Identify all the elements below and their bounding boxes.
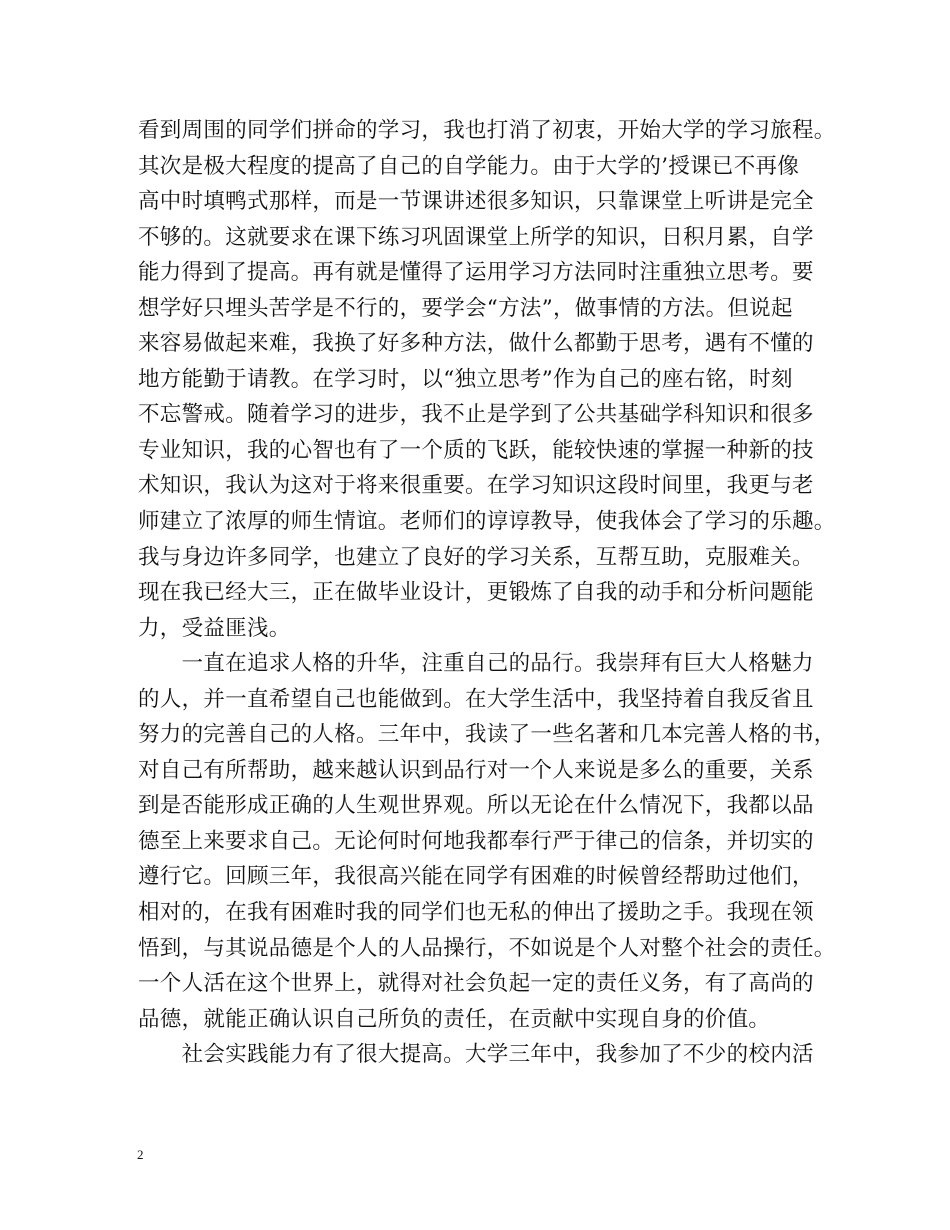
text-line: 师建立了浓厚的师生情谊。老师们的谆谆教导，使我体会了学习的乐趣。 bbox=[138, 509, 836, 535]
text-line: 到是否能形成正确的人生观世界观。所以无论在什么情况下，我都以品 bbox=[138, 793, 814, 819]
text-line: 能力得到了提高。再有就是懂得了运用学习方法同时注重独立思考。要 bbox=[138, 260, 814, 286]
text-line: 我与身边许多同学，也建立了良好的学习关系，互帮互助，克服难关。 bbox=[138, 544, 814, 570]
text-line: 的人，并一直希望自己也能做到。在大学生活中，我坚持着自我反省且 bbox=[138, 686, 814, 712]
text-line: 遵行它。回顾三年，我很高兴能在同学有困难的时候曾经帮助过他们， bbox=[138, 864, 814, 890]
text-line: 术知识，我认为这对于将来很重要。在学习知识这段时间里，我更与老 bbox=[138, 473, 814, 499]
text-line: 一直在追求人格的升华，注重自己的品行。我崇拜有巨大人格魅力 bbox=[138, 651, 814, 677]
text-line: 社会实践能力有了很大提高。大学三年中，我参加了不少的校内活 bbox=[138, 1042, 814, 1068]
text-line: 高中时填鸭式那样，而是一节课讲述很多知识，只靠课堂上听讲是完全 bbox=[138, 189, 814, 215]
text-line: 对自己有所帮助，越来越认识到品行对一个人来说是多么的重要，关系 bbox=[138, 757, 814, 783]
text-line: 看到周围的同学们拼命的学习，我也打消了初衷，开始大学的学习旅程。 bbox=[138, 118, 836, 143]
text-line: 地方能勤于请教。在学习时，以“独立思考”作为自己的座右铭，时刻 bbox=[138, 366, 793, 392]
text-line: 想学好只埋头苦学是不行的，要学会“方法”，做事情的方法。但说起 bbox=[138, 295, 793, 321]
page-number: 2 bbox=[137, 1147, 144, 1162]
text-line: 不够的。这就要求在课下练习巩固课堂上所学的知识，日积月累，自学 bbox=[138, 224, 814, 250]
text-line: 现在我已经大三，正在做毕业设计，更锻炼了自我的动手和分析问题能 bbox=[138, 580, 814, 606]
text-line: 其次是极大程度的提高了自己的自学能力。由于大学的’授课已不再像 bbox=[138, 153, 800, 179]
text-line: 来容易做起来难，我换了好多种方法，做什么都勤于思考，遇有不懂的 bbox=[138, 331, 814, 357]
text-line: 相对的，在我有困难时我的同学们也无私的伸出了援助之手。我现在领 bbox=[138, 900, 814, 926]
text-line: 不忘警戒。随着学习的进步，我不止是学到了公共基础学科知识和很多 bbox=[138, 402, 814, 428]
text-line: 品德，就能正确认识自己所负的责任，在贡献中实现自身的价值。 bbox=[138, 1006, 771, 1032]
text-line: 德至上来要求自己。无论何时何地我都奉行严于律己的信条，并切实的 bbox=[138, 828, 814, 854]
text-line: 一个人活在这个世界上，就得对社会负起一定的责任义务，有了高尚的 bbox=[138, 971, 814, 997]
text-line: 专业知识，我的心智也有了一个质的飞跃，能较快速的掌握一种新的技 bbox=[138, 437, 814, 463]
text-line: 力，受益匪浅。 bbox=[138, 615, 291, 641]
text-line: 悟到，与其说品德是个人的人品操行，不如说是个人对整个社会的责任。 bbox=[138, 935, 836, 961]
body-text bbox=[138, 113, 838, 1073]
text-line: 努力的完善自己的人格。三年中，我读了一些名著和几本完善人格的书， bbox=[138, 722, 836, 748]
